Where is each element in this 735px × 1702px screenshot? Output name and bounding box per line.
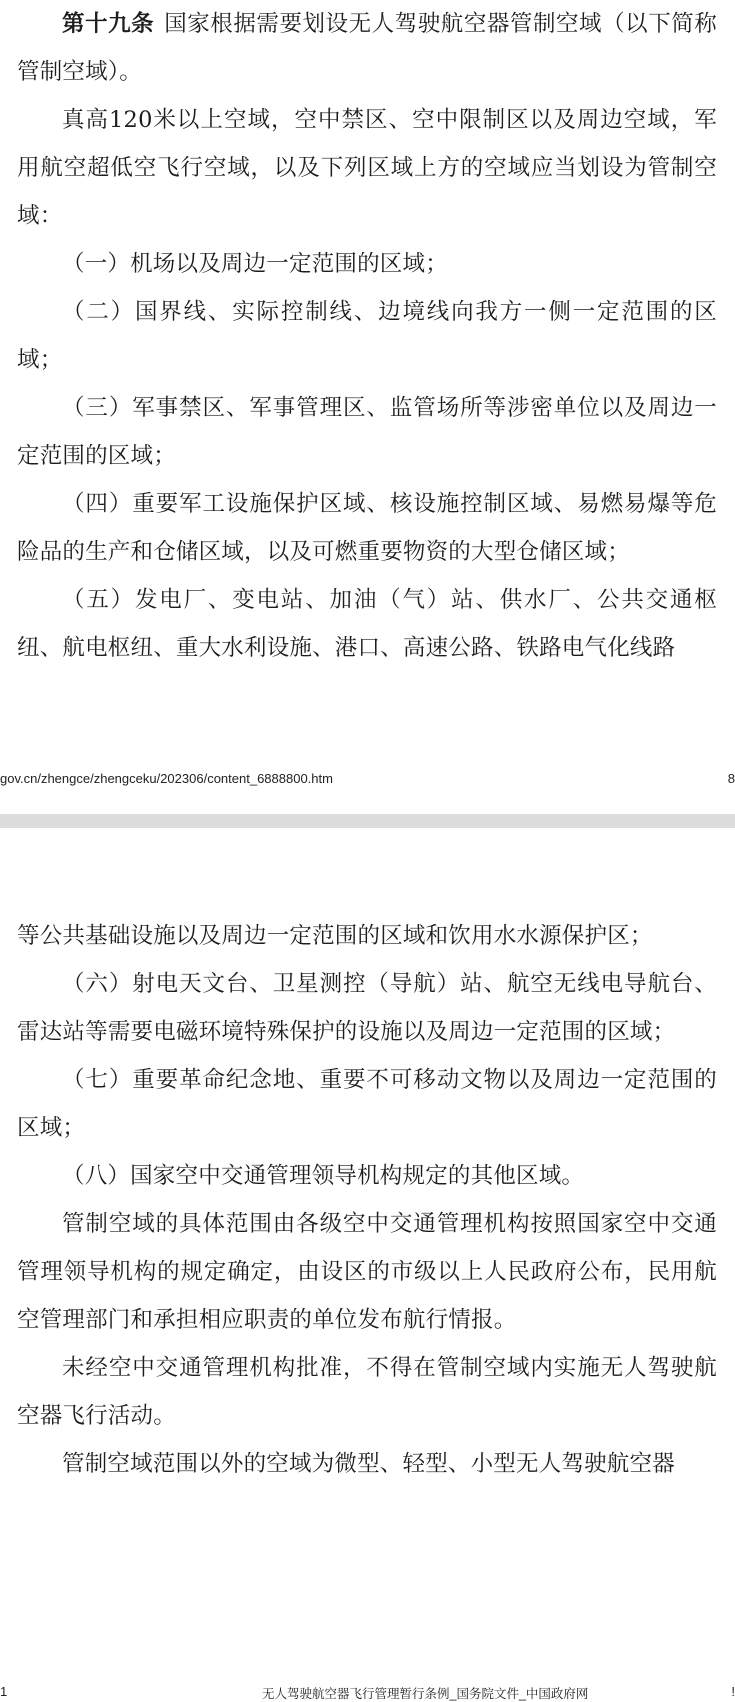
continuation-paragraph: 等公共基础设施以及周边一定范围的区域和饮用水水源保护区； xyxy=(17,923,653,949)
paragraph: 管制空域范围以外的空域为微型、轻型、小型无人驾驶航空器 xyxy=(62,1451,675,1477)
page-content xyxy=(17,0,717,672)
paragraph: 未经空中交通管理机构批准，不得在管制空域内实施无人驾驶航空器飞行活动。 xyxy=(17,1355,717,1429)
paragraph: 管制空域的具体范围由各级空中交通管理机构按照国家空中交通管理领导机构的规定确定，由设区的市级以上人民政府公布，民用航空管理部门和承担相应职责的单位发布航行情报。 xyxy=(17,1211,717,1333)
list-item: （六）射电天文台、卫星测控（导航）站、航空无线电导航台、雷达站等需要电磁环境特殊保护的设施以及周边一定范围的区域； xyxy=(17,971,717,1045)
list-item: （五）发电厂、变电站、加油（气）站、供水厂、公共交通枢纽、航电枢纽、重大水利设施、港口、高速公路、铁路电气化线路 xyxy=(17,587,717,661)
page-content-continued xyxy=(17,912,717,1488)
paragraph: 真高120米以上空域，空中禁区、空中限制区以及周边空域，军用航空超低空飞行空域，以及下列区域上方的空域应当划设为管制空域： xyxy=(17,107,717,229)
footer-url: gov.cn/zhengce/zhengceku/202306/content_6888800.htm xyxy=(0,771,333,786)
page-separator xyxy=(0,814,735,828)
footer-page-number: 8 xyxy=(727,771,735,786)
list-item: （四）重要军工设施保护区域、核设施控制区域、易燃易爆等危险品的生产和仓储区域，以及可燃重要物资的大型仓储区域； xyxy=(17,491,717,565)
header-title: 无人驾驶航空器飞行管理暂行条例_国务院文件_中国政府网 xyxy=(262,1687,589,1701)
header-right-fragment: ǃ xyxy=(731,1684,735,1699)
article-intro-text: 国家根据需要划设无人驾驶航空器管制空域（以下简称管制空域）。 xyxy=(17,11,717,85)
list-item: （七）重要革命纪念地、重要不可移动文物以及周边一定范围的区域； xyxy=(17,1067,717,1141)
list-item: （一）机场以及周边一定范围的区域； xyxy=(62,251,448,277)
list-item: （八）国家空中交通管理领导机构规定的其他区域。 xyxy=(62,1163,585,1189)
article-title: 第十九条 xyxy=(62,11,155,37)
article-paragraph-1 xyxy=(17,0,717,96)
list-item: （三）军事禁区、军事管理区、监管场所等涉密单位以及周边一定范围的区域； xyxy=(17,395,717,469)
document-page-top xyxy=(0,0,735,814)
list-item: （二）国界线、实际控制线、边境线向我方一侧一定范围的区域； xyxy=(17,299,717,373)
header-page-number: 1 xyxy=(0,1684,8,1699)
